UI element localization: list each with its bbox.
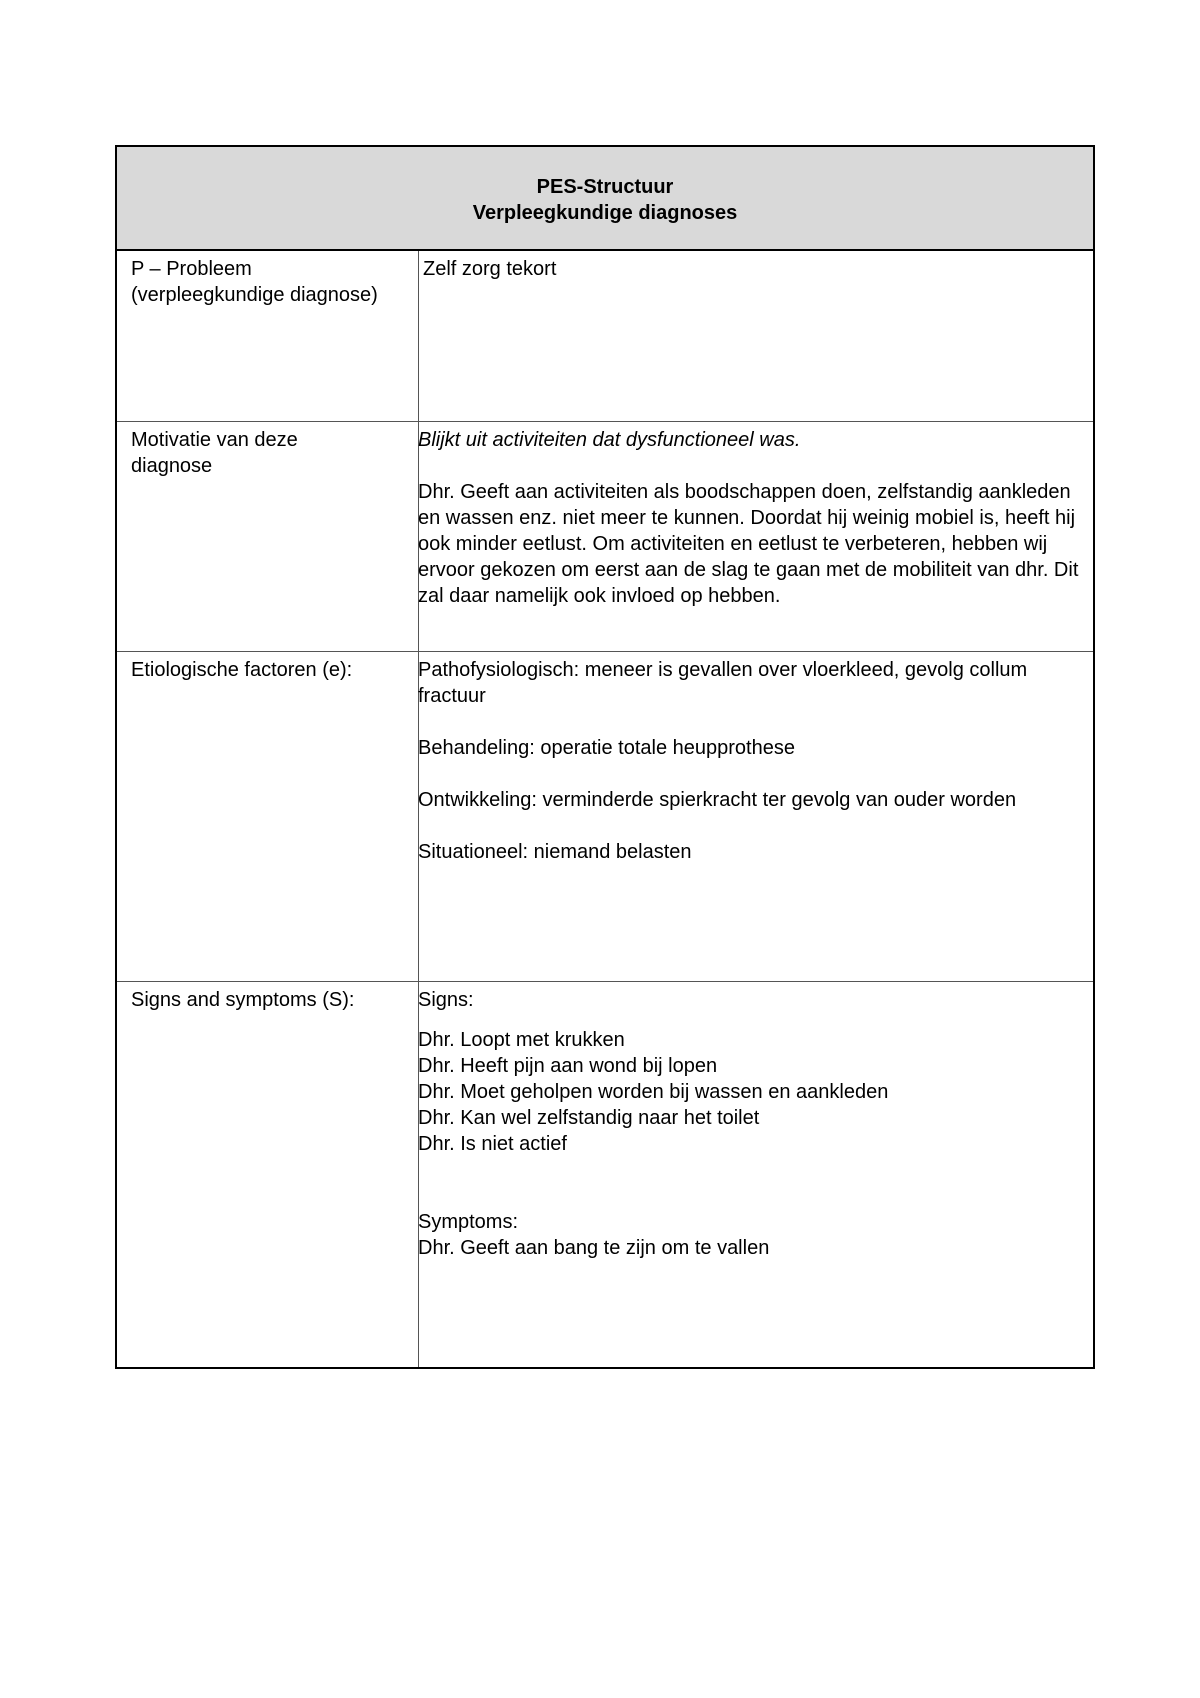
motivation-body: Dhr. Geeft aan activiteiten als boodschappen doen, zelfstandig aankleden en wassen enz. niet meer te kunnen. Doordat hij weinig mobiel is, heeft hij ook minder eetlust. Om activiteiten en eetlust te verbeteren, hebben wij ervoor gekozen om eerst aan de slag te gaan met de mobiliteit van dhr. Dit zal daar namelijk ook invloed op hebben.	[418, 481, 1079, 607]
row-label-motivatie	[131, 427, 411, 479]
etiology-item: Situationeel: niemand belasten	[418, 841, 692, 863]
row-signs	[117, 982, 1093, 1368]
label-line: Motivatie van deze	[131, 429, 298, 451]
table-title: PES-Structuur	[536, 176, 674, 198]
label-line: P – Probleem	[131, 258, 252, 280]
etiology-item: Pathofysiologisch: meneer is gevallen over vloerkleed, gevolg collum fractuur	[418, 659, 1028, 707]
row-probleem	[117, 251, 1093, 422]
motivation-intro: Blijkt uit activiteiten dat dysfunctioneel was.	[418, 429, 801, 451]
pes-table	[115, 145, 1095, 1369]
row-content-etiologie	[418, 657, 1085, 865]
row-content-motivatie	[418, 427, 1085, 609]
table-subtitle: Verpleegkundige diagnoses	[472, 202, 738, 224]
label-line: (verpleegkundige diagnose)	[131, 284, 378, 306]
sign-item: Dhr. Loopt met krukken	[418, 1029, 625, 1051]
label-line: diagnose	[131, 455, 213, 477]
symptoms-heading: Symptoms:	[418, 1211, 519, 1233]
sign-item: Dhr. Heeft pijn aan wond bij lopen	[418, 1055, 718, 1077]
row-label-etiologie: Etiologische factoren (e):	[131, 659, 353, 681]
row-content-probleem	[423, 256, 1085, 282]
sign-item: Dhr. Is niet actief	[418, 1133, 567, 1155]
table-header	[117, 147, 1093, 251]
etiology-item: Behandeling: operatie totale heupprothese	[418, 737, 795, 759]
row-content-signs	[418, 987, 1085, 1261]
row-motivatie	[117, 422, 1093, 652]
row-etiologie	[117, 652, 1093, 982]
row-label-probleem	[131, 256, 411, 308]
diagnosis-text: Zelf zorg tekort	[423, 258, 557, 280]
etiology-item: Ontwikkeling: verminderde spierkracht ter gevolg van ouder worden	[418, 789, 1017, 811]
sign-item: Dhr. Kan wel zelfstandig naar het toilet	[418, 1107, 760, 1129]
symptom-item: Dhr. Geeft aan bang te zijn om te vallen	[418, 1237, 770, 1259]
row-label-signs: Signs and symptoms (S):	[131, 989, 355, 1011]
sign-item: Dhr. Moet geholpen worden bij wassen en aankleden	[418, 1081, 889, 1103]
signs-heading: Signs:	[418, 989, 474, 1011]
